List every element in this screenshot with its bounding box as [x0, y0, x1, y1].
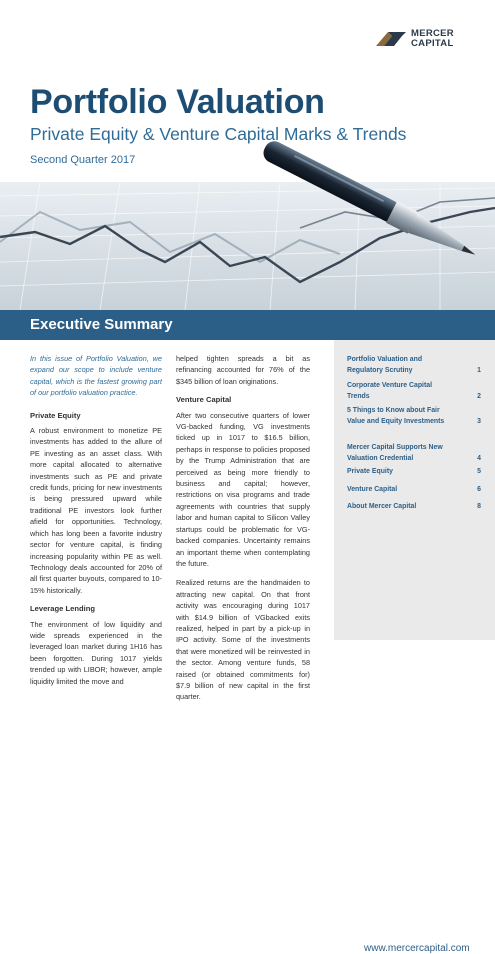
- heading-private-equity: Private Equity: [30, 410, 81, 420]
- column-middle: [176, 353, 310, 703]
- heading-leverage-lending: Leverage Lending: [30, 604, 95, 614]
- logo-line-2: CAPITAL: [411, 38, 454, 49]
- website-link[interactable]: www.mercercapital.com: [364, 943, 470, 954]
- logo-line-1: MERCER: [411, 28, 454, 39]
- toc-item-label: 5 Things to Know about Fair Value and Equity Investments: [347, 407, 445, 426]
- logo-mark-icon: [374, 28, 408, 48]
- toc-item-label: About Mercer Capital: [347, 503, 417, 510]
- toc-page-number: 2: [477, 393, 481, 401]
- toc-item-6[interactable]: [347, 484, 481, 495]
- toc-item-label: Mercer Capital Supports New Valuation Credential: [347, 444, 443, 463]
- toc-page-number: 8: [477, 503, 481, 510]
- chart-with-pen-illustration: [0, 182, 495, 310]
- toc-item-label: Venture Capital: [347, 486, 398, 493]
- toc-item-4[interactable]: [347, 442, 481, 465]
- leverage-lending-text: The environment of low liquidity and wide spreads experienced in the leveraged loan market during 1H16 has been forgotten. During 1017 yields trended up with LIBOR; however, ample liquidity limited the move and: [30, 619, 162, 686]
- toc-page-number: 3: [477, 418, 481, 426]
- toc-item-1[interactable]: [347, 354, 481, 377]
- page-title: Portfolio Valuation: [30, 83, 325, 121]
- table-of-contents: [334, 340, 495, 954]
- section-title: Executive Summary: [30, 316, 173, 333]
- heading-venture-capital: Venture Capital: [176, 395, 232, 405]
- column-left: [30, 353, 162, 687]
- toc-item-label: Portfolio Valuation and Regulatory Scrutiny: [347, 356, 423, 375]
- section-band: [0, 310, 495, 340]
- mercer-capital-logo: [374, 28, 474, 52]
- toc-page-number: 6: [477, 486, 481, 493]
- issue-date: Second Quarter 2017: [30, 154, 136, 166]
- continued-text: helped tighten spreads a bit as refinancing accounted for 76% of the $345 billion of loan originations.: [176, 354, 310, 386]
- toc-item-label: Private Equity: [347, 468, 393, 475]
- intro-paragraph: In this issue of Portfolio Valuation, we expand our scope to include venture capital, which is the fastest growing part of our portfolio valuation practice.: [30, 354, 162, 398]
- toc-item-3[interactable]: [347, 405, 481, 428]
- logo-text: [411, 29, 454, 49]
- toc-page-number: 4: [477, 455, 481, 463]
- page-subtitle: Private Equity & Venture Capital Marks & Trends: [30, 124, 407, 144]
- venture-capital-text-1: After two consecutive quarters of lower VG-backed funding, VG investments ticked up in 1017 to $16.5 billion, perhaps in response to policies proposed by the Trump Administration that are perceived as being more friendly to business and capital; however, restrictions on visa programs and trade agreements with countries that supply labor and human capital to Silicon Valley startups could be problematic for VG-backed companies. Uncertainty remains an important theme when contemplating the future.: [176, 410, 310, 568]
- toc-item-5[interactable]: [347, 466, 481, 477]
- toc-page-number: 5: [477, 468, 481, 475]
- private-equity-text: A robust environment to monetize PE investments has added to the allure of PE investing as an asset class. With more capital allocated to alternative investments such as PE and private credit funds, pricing for new investments is being pressured upward while traditional PE investors look further afield for opportunities. Technology, which has long been a favorite industry sector for venture capital, is finding increasing popularity within PE as well. Technology deals accounted for 20% of all first quarter buyouts, compared to 10-15% historically.: [30, 426, 162, 595]
- venture-capital-text-2: Realized returns are the handmaiden to attracting new capital. On that front activity was encouraging during 1017 with $14.9 billion of VGbacked exits realized, helped in part by a pick-up in IPO activity. Some of the investments that were monetized will be reinvested in the sector. Among venture funds, 58 raised (or obtained commitments for) $7.9 billion of new capital in the first quarter.: [176, 578, 310, 702]
- toc-item-2[interactable]: [347, 380, 481, 403]
- toc-page-number: 1: [477, 367, 481, 375]
- hero-image: [0, 182, 495, 310]
- toc-item-7[interactable]: [347, 501, 481, 512]
- toc-item-label: Corporate Venture Capital Trends: [347, 382, 433, 401]
